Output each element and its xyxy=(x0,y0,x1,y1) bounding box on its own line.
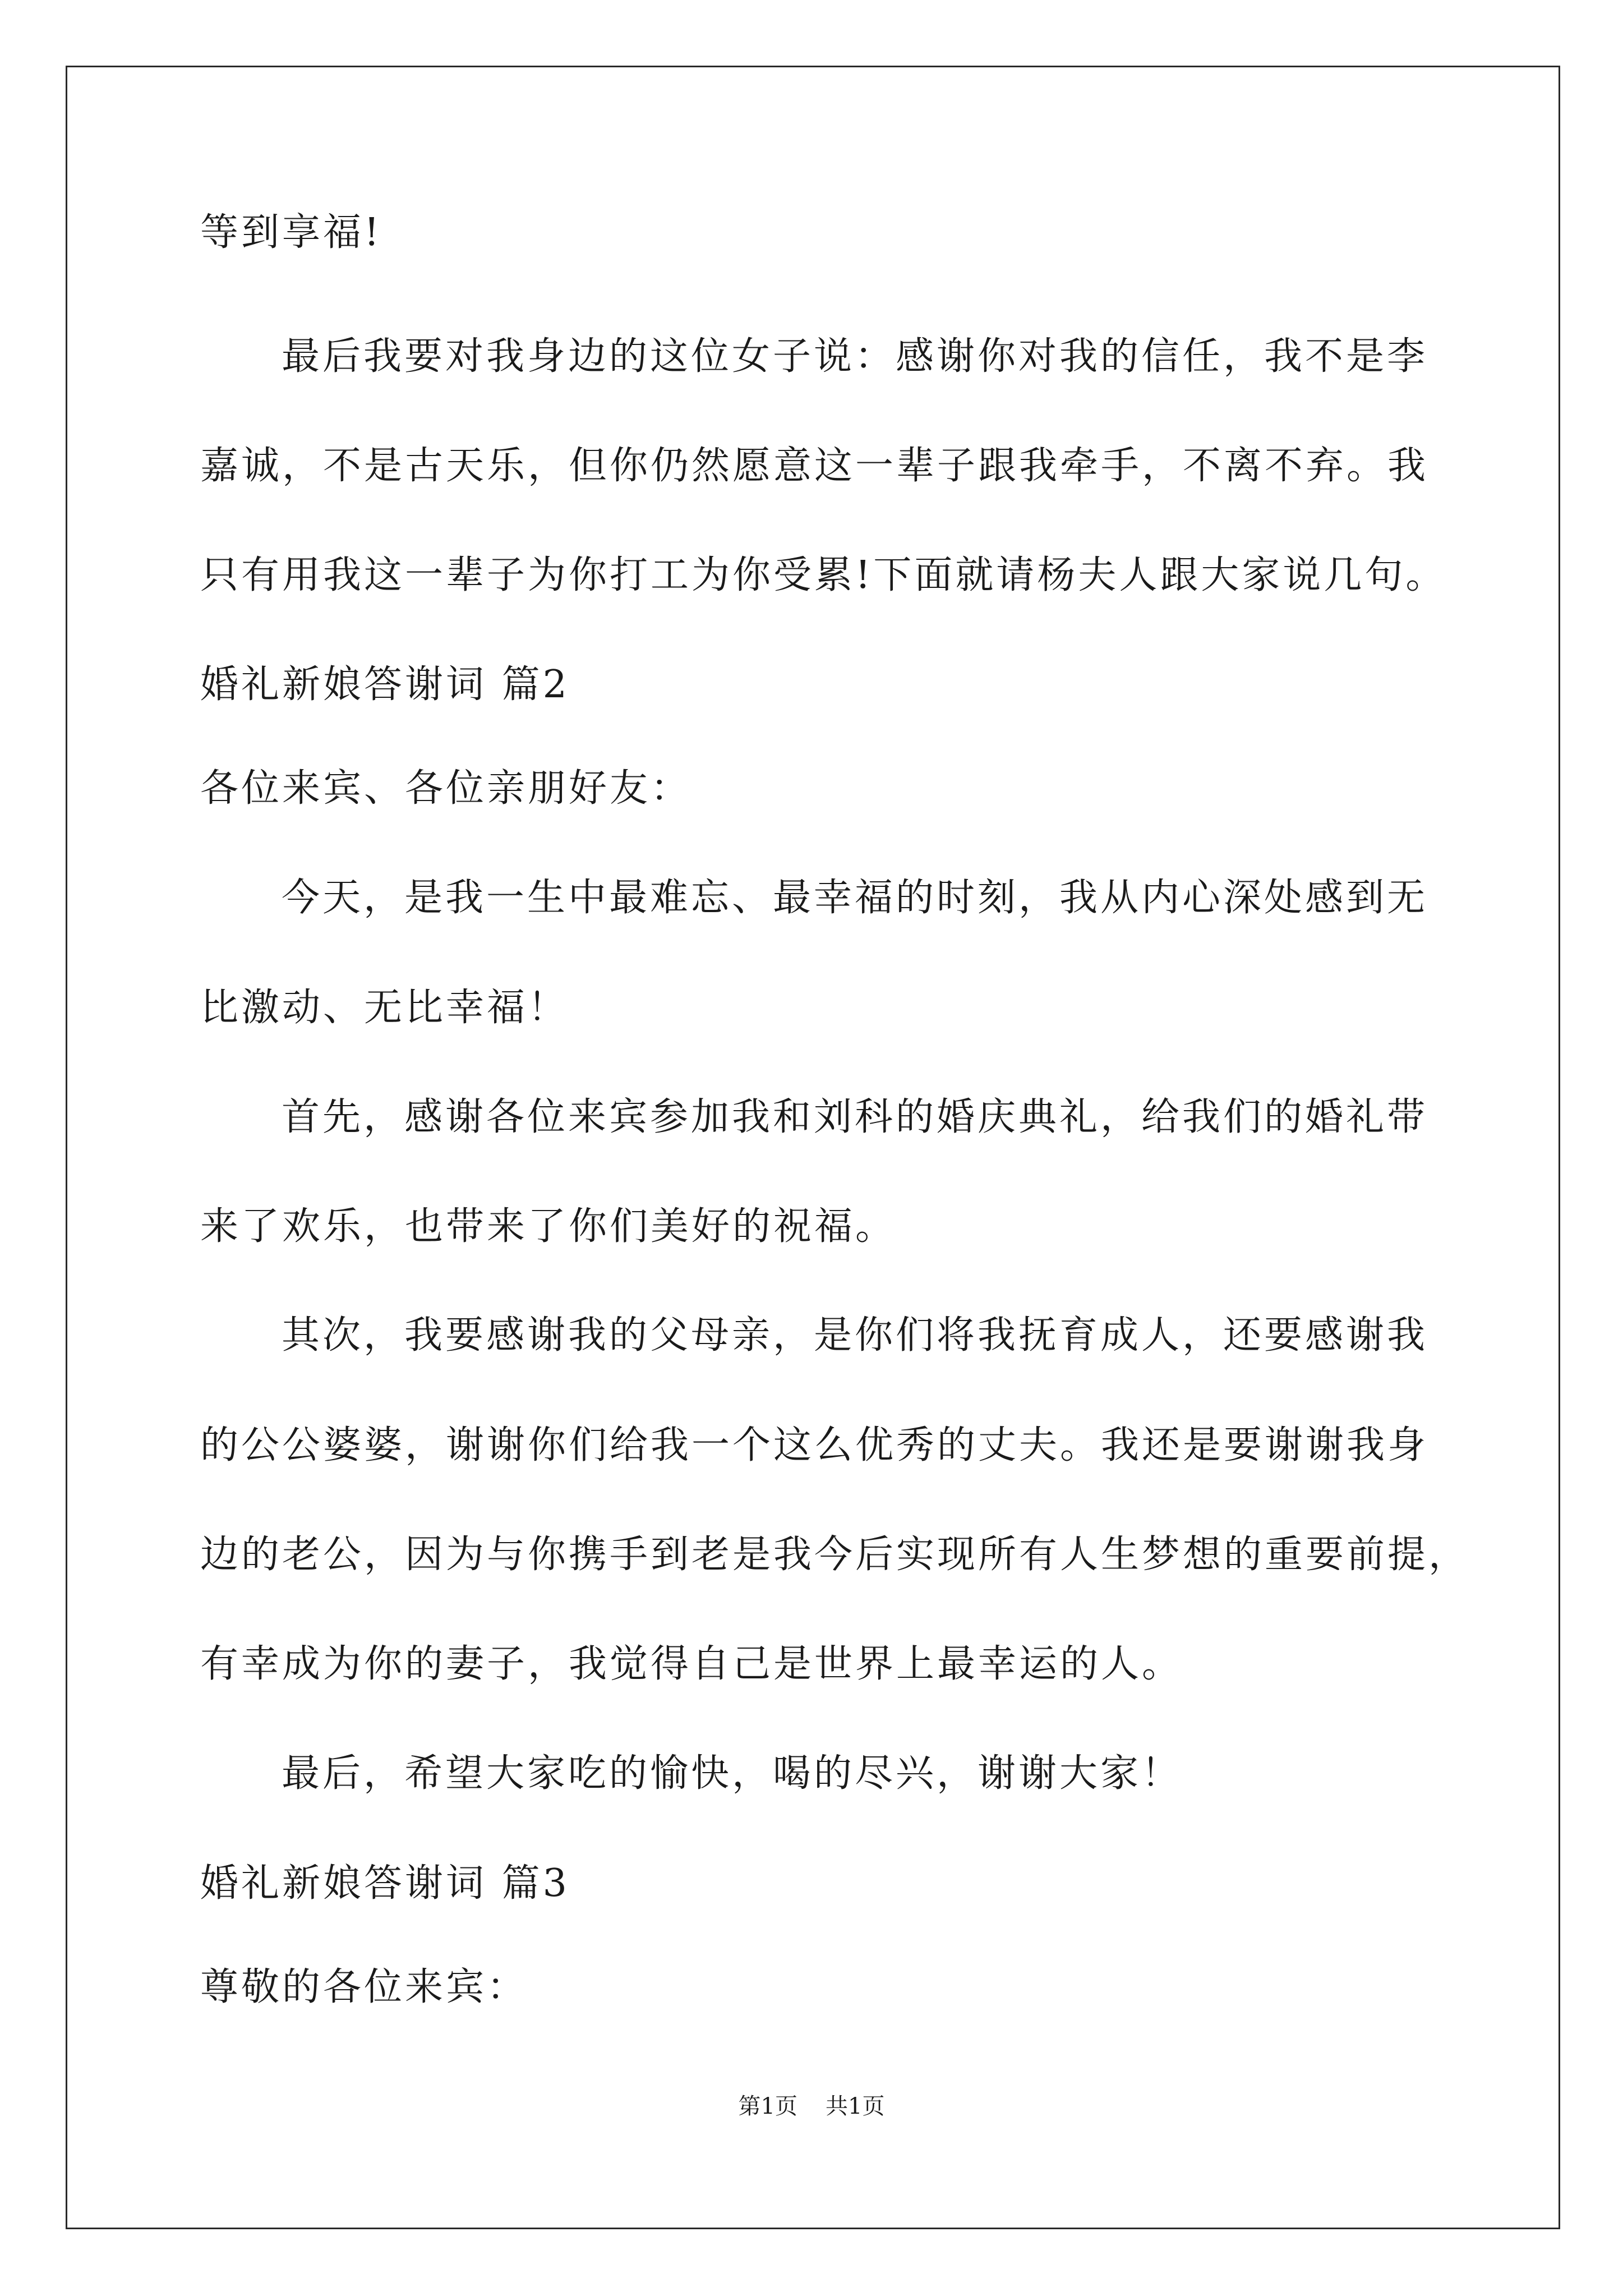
paragraph-first-line: 最后，希望大家吃的愉快，喝的尽兴，谢谢大家！ xyxy=(282,1751,1183,1796)
paragraph-first-line: 今天，是我一生中最难忘、最幸福的时刻，我从内心深处感到无 xyxy=(282,876,1428,920)
text-line: 等到享福! xyxy=(200,210,382,255)
text-line: 比激动、无比幸福！ xyxy=(200,986,569,1030)
text-line: 只有用我这一辈子为你打工为你受累!下面就请杨夫人跟大家说几句。 xyxy=(200,553,1447,597)
text-line: 来了欢乐，也带来了你们美好的祝福。 xyxy=(200,1204,897,1249)
text-line: 嘉诚，不是古天乐，但你仍然愿意这一辈子跟我牵手，不离不弃。我 xyxy=(200,444,1429,488)
text-line: 边的老公，因为与你携手到老是我今后实现所有人生梦想的重要前提， xyxy=(200,1533,1470,1577)
section-heading: 婚礼新娘答谢词 篇2 xyxy=(200,662,570,707)
page-footer xyxy=(0,2087,1623,2126)
page-number: 第1页 xyxy=(738,2093,797,2119)
salutation: 尊敬的各位来宾： xyxy=(200,1965,528,2009)
paragraph-first-line: 首先，感谢各位来宾参加我和刘科的婚庆典礼，给我们的婚礼带 xyxy=(282,1095,1428,1139)
text-line: 有幸成为你的妻子，我觉得自己是世界上最幸运的人。 xyxy=(200,1642,1183,1686)
section-heading: 婚礼新娘答谢词 篇3 xyxy=(200,1861,570,1906)
paragraph-first-line: 最后我要对我身边的这位女子说：感谢你对我的信任，我不是李 xyxy=(282,334,1428,379)
salutation: 各位来宾、各位亲朋好友： xyxy=(200,766,692,811)
paragraph-first-line: 其次，我要感谢我的父母亲，是你们将我抚育成人，还要感谢我 xyxy=(282,1313,1428,1358)
page-total: 共1页 xyxy=(826,2093,885,2119)
text-line: 的公公婆婆，谢谢你们给我一个这么优秀的丈夫。我还是要谢谢我身 xyxy=(200,1423,1429,1467)
